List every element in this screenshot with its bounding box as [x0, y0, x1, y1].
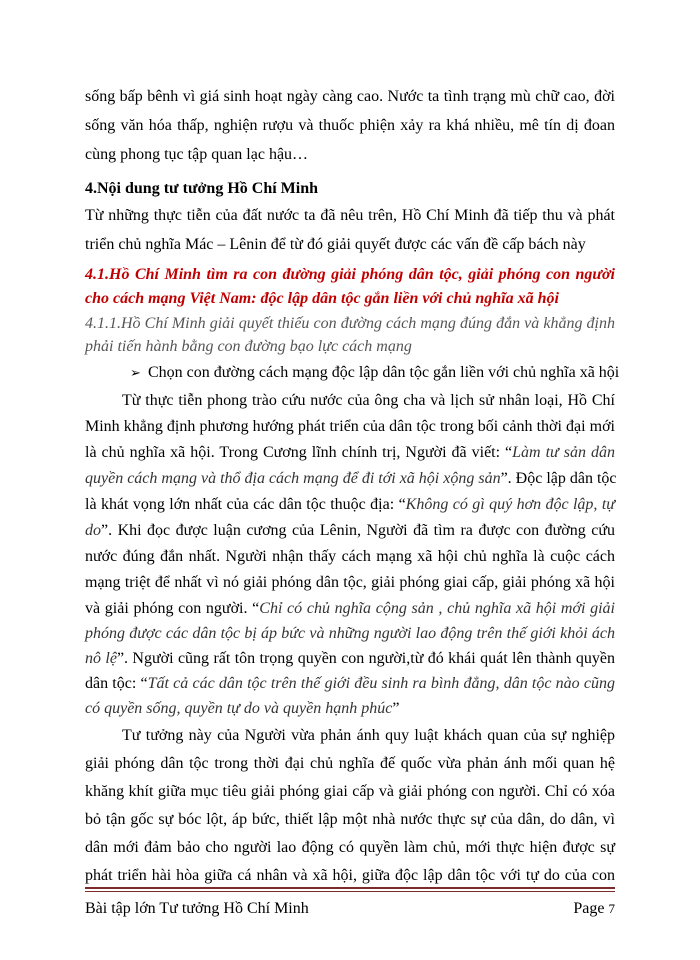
arrow-bullet-icon: ➢ — [130, 365, 141, 380]
body-line — [85, 444, 615, 462]
body-line — [85, 675, 615, 693]
body-line: sống văn hóa thấp, nghiện rượu và thuốc phiện xảy ra khá nhiều, mê tín dị đoan — [85, 117, 615, 134]
quote-run: phóng được các dân tộc bị áp bức và những người lao động trên thế giới khỏi ách — [85, 625, 615, 642]
body-line: cùng phong tục tập quan lạc hậu… — [85, 146, 309, 163]
body-line — [85, 522, 615, 540]
body-line: Minh khẳng định phương hướng phát triển của dân tộc trong bối cảnh thời đại mới — [85, 418, 615, 435]
section-heading-4-1-1: phải tiến hành bằng con đường bạo lực cách mạng — [85, 338, 412, 355]
text-run: và giải phóng con người. “ — [85, 600, 260, 617]
body-line — [85, 470, 615, 488]
text-run: ”. Độc lập dân tộc — [500, 470, 617, 487]
body-line — [85, 496, 615, 514]
body-line: Tư tưởng này của Người vừa phản ánh quy luật khách quan của sự nghiệp — [122, 727, 615, 744]
text-run: là chủ nghĩa xã hội. Trong Cương lĩnh chính trị, Người đã viết: “ — [85, 444, 513, 461]
body-line: Từ thực tiễn phong trào cứu nước của ông cha và lịch sử nhân loại, Hồ Chí — [122, 392, 615, 409]
quote-run: Làm tư sản dân — [512, 444, 615, 461]
quote-run: do — [85, 522, 101, 539]
page-number: 7 — [608, 901, 615, 916]
body-line — [85, 625, 615, 643]
body-line: Từ những thực tiễn của đất nước ta đã nêu trên, Hồ Chí Minh đã tiếp thu và phát — [85, 207, 615, 224]
section-heading-4-1: 4.1.Hồ Chí Minh tìm ra con đường giải phóng dân tộc, giải phóng con người — [85, 266, 615, 283]
footer-divider — [85, 887, 615, 889]
body-line: mạng triệt để nhất vì nó giải phóng dân tộc, giải phóng giai cấp, giải phóng xã hội — [85, 574, 615, 591]
quote-run: quyền cách mạng và thổ địa cách mạng để đi tới xã hội xộng sản — [85, 470, 501, 487]
body-line — [85, 600, 615, 618]
section-heading-4-1-1: 4.1.1.Hồ Chí Minh giải quyết thiếu con đường cách mạng đúng đắn và khẳng định — [85, 315, 615, 332]
body-line: giải phóng dân tộc trong thời đại chủ nghĩa đế quốc vừa phản ánh mối quan hệ — [85, 755, 615, 772]
body-line: bỏ tận gốc sự bóc lột, áp bức, thiết lập một nhà nước thực sự của dân, do dân, vì — [85, 811, 615, 828]
bullet-text: Chọn con đường cách mạng độc lập dân tộc gắn liền với chủ nghĩa xã hội — [148, 364, 620, 381]
body-line: khăng khít giữa mục tiêu giải phóng giai cấp và giải phóng con người. Chỉ có xóa — [85, 783, 615, 800]
body-line — [85, 700, 615, 718]
text-run: là khát vọng lớn nhất của các dân tộc thuộc địa: “ — [85, 496, 406, 513]
body-line: sống bấp bênh vì giá sinh hoạt ngày càng cao. Nước ta tình trạng mù chữ cao, đời — [85, 88, 615, 105]
text-run: ”. Người cũng rất tôn trọng quyền con người,từ đó khái quát lên thành quyền — [116, 650, 615, 667]
body-line: nước đúng đắn nhất. Người nhận thấy cách mạng xã hội chủ nghĩa là cuộc cách — [85, 548, 615, 565]
footer-divider — [85, 891, 615, 892]
body-line: dân mới đảm bảo cho người lao động có quyền làm chủ, mới thực hiện được sự — [85, 839, 615, 856]
quote-run: có quyền sống, quyền tự do và quyền hạnh phúc — [85, 700, 393, 717]
quote-run: Chỉ có chủ nghĩa cộng sản , chủ nghĩa xã hội mới giải — [259, 600, 616, 617]
section-heading-4-1: cho cách mạng Việt Nam: độc lập dân tộc gắn liền với chủ nghĩa xã hội — [85, 290, 559, 307]
body-line: phát triển hài hòa giữa cá nhân và xã hội, giữa độc lập dân tộc với tự do của con — [85, 867, 615, 884]
text-run: ” — [392, 700, 400, 717]
quote-run: Tất cả các dân tộc trên thế giới đều sinh ra bình đẳng, dân tộc nào cũng — [147, 675, 615, 692]
page-label: Page — [573, 900, 605, 917]
section-heading-4: 4.Nội dung tư tưởng Hồ Chí Minh — [85, 180, 318, 197]
text-run: ”. Khi đọc được luận cương của Lênin, Người đã tìm ra được con đường cứu — [101, 522, 615, 539]
body-line — [85, 650, 615, 668]
footer-title: Bài tập lớn Tư tưởng Hồ Chí Minh — [85, 900, 309, 917]
bullet-item — [130, 364, 620, 382]
quote-run: Không có gì quý hơn độc lập, tự — [405, 496, 616, 513]
footer-page — [573, 900, 615, 918]
text-run: dân tộc: “ — [85, 675, 148, 692]
body-line: triển chủ nghĩa Mác – Lênin để từ đó giải quyết được các vấn đề cấp bách này — [85, 236, 586, 253]
quote-run: nô lệ — [85, 650, 117, 667]
